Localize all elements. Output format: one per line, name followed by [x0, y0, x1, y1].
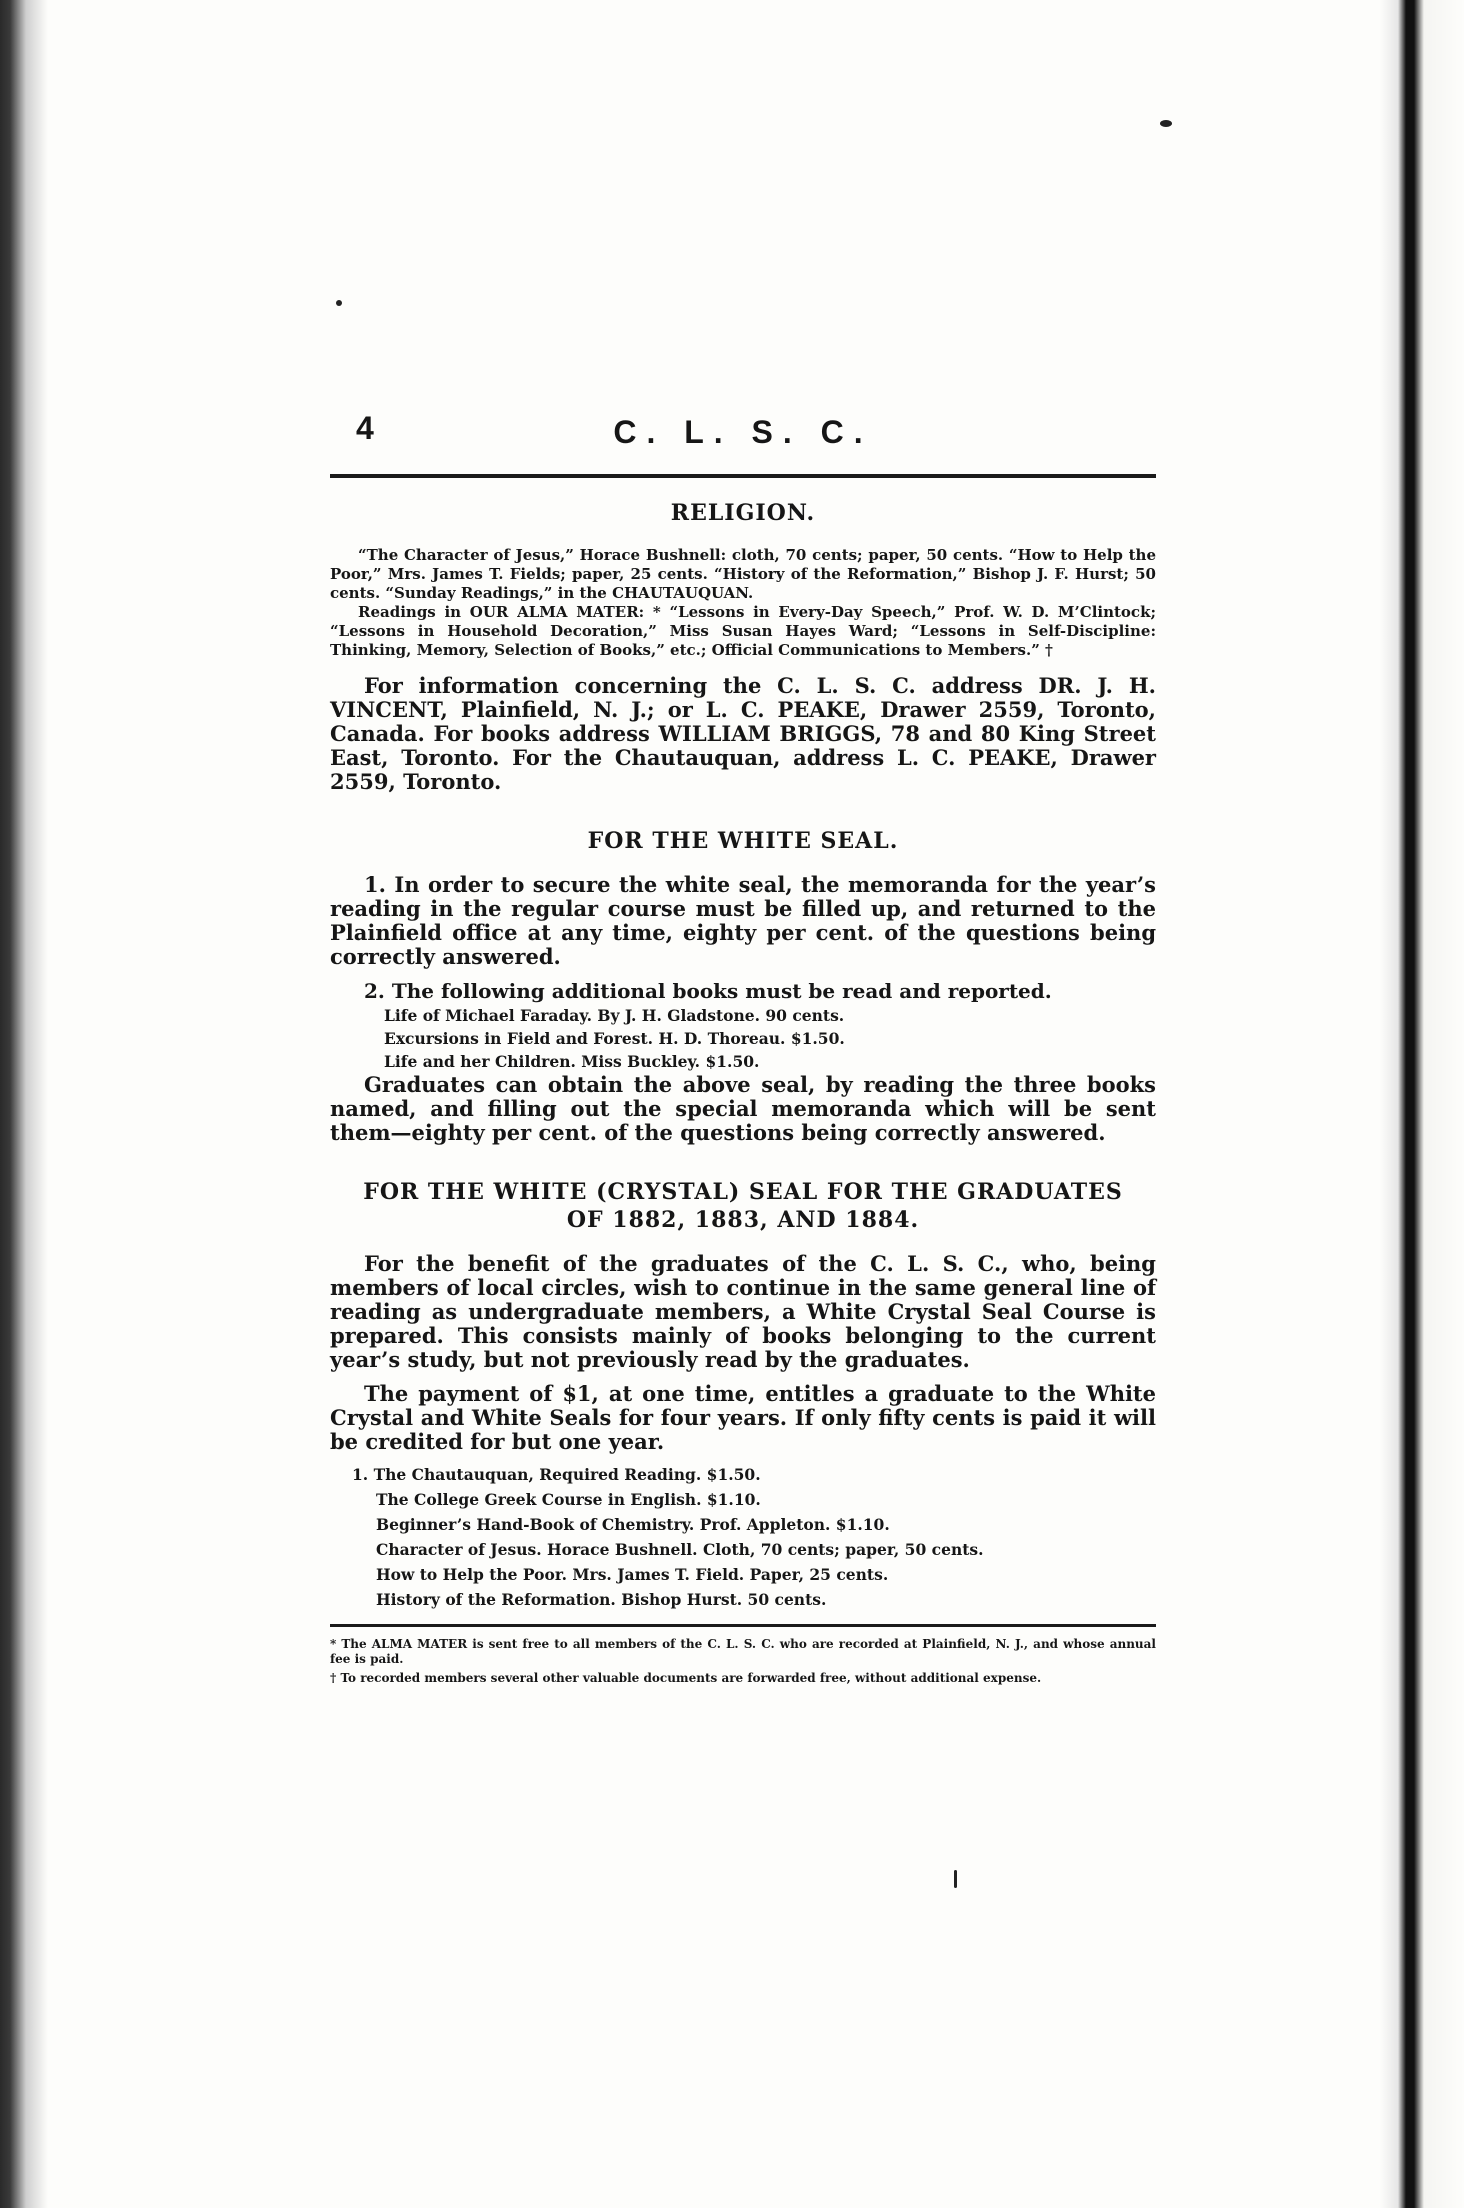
white-seal-book: Life and her Children. Miss Buckley. $1.50.	[384, 1052, 760, 1071]
footnote-recorded-members: † To recorded members several other valuable documents are forwarded free, without additional expense.	[330, 1671, 1042, 1685]
information-para: For information concerning the C. L. S. C. address DR. J. H. VINCENT, Plainfield, N. J.; or L. C. PEAKE, Drawer 2559, Toronto, Canada. For books address WILLIAM BRIGGS, 78 and 80 King Street East, Toronto. For the Chautauquan, address L. C. PEAKE, Drawer 2559, Toronto.	[330, 672, 1156, 794]
crystal-seal-book: Character of Jesus. Horace Bushnell. Cloth, 70 cents; paper, 50 cents.	[376, 1540, 984, 1559]
religion-heading: RELIGION.	[670, 500, 816, 526]
ink-speck	[954, 1870, 957, 1888]
footnote-rule	[330, 1624, 1156, 1627]
alma-mater-readings-para: Readings in OUR ALMA MATER: * “Lessons in Every-Day Speech,” Prof. W. D. M’Clintock; “Lessons in Household Decoration,” Miss Susan Hayes Ward; “Lessons in Self-Discipline: Thinking, Memory, Selection of Books,” etc.; Official Communications to Members.” †	[330, 602, 1156, 659]
page-content	[330, 410, 1156, 1690]
crystal-seal-heading-line-1: FOR THE WHITE (CRYSTAL) SEAL FOR THE GRADUATES	[363, 1179, 1123, 1205]
white-seal-item-1: 1. In order to secure the white seal, the memoranda for the year’s reading in the regular course must be filled up, and returned to the Plainfield office at any time, eighty per cent. of the questions being correctly answered.	[330, 872, 1156, 969]
ink-speck	[336, 300, 342, 306]
running-head	[330, 410, 1156, 466]
crystal-seal-heading	[330, 1179, 1156, 1234]
white-seal-item-2: 2. The following additional books must be read and reported.	[364, 979, 1052, 1003]
graduates-para: Graduates can obtain the above seal, by reading the three books named, and filling out the special memoranda which will be sent them—eighty per cent. of the questions being correctly answered.	[330, 1072, 1156, 1145]
page-number: 4	[356, 410, 374, 446]
header-rule	[330, 474, 1156, 478]
white-seal-book: Excursions in Field and Forest. H. D. Thoreau. $1.50.	[384, 1029, 845, 1048]
crystal-seal-para-1: For the benefit of the graduates of the C. L. S. C., who, being members of local circles, wish to continue in the same general line of reading as undergraduate members, a White Crystal Seal Course is prepared. This consists mainly of books belonging to the current year’s study, but not previously read by the graduates.	[330, 1251, 1156, 1372]
spacer	[330, 1454, 1156, 1462]
religion-books-para: “The Character of Jesus,” Horace Bushnell: cloth, 70 cents; paper, 50 cents. “How to Help the Poor,” Mrs. James T. Fields; paper, 25 cents. “History of the Reformation,” Bishop J. F. Hurst; 50 cents. “Sunday Readings,” in the CHAUTAUQUAN.	[330, 545, 1156, 602]
footnote-alma-mater: * The ALMA MATER is sent free to all members of the C. L. S. C. who are recorded at Plainfield, N. J., and whose annual fee is paid.	[330, 1637, 1156, 1666]
crystal-seal-book: Beginner’s Hand-Book of Chemistry. Prof. Appleton. $1.10.	[376, 1515, 890, 1534]
white-seal-heading: FOR THE WHITE SEAL.	[587, 827, 899, 854]
spacer	[330, 969, 1156, 979]
crystal-seal-book: The College Greek Course in English. $1.10.	[376, 1490, 761, 1509]
crystal-seal-para-2: The payment of $1, at one time, entitles a graduate to the White Crystal and White Seals for four years. If only fifty cents is paid it will be credited for but one year.	[330, 1381, 1156, 1454]
crystal-seal-book: 1. The Chautauquan, Required Reading. $1.50.	[352, 1465, 761, 1484]
crystal-seal-book: History of the Reformation. Bishop Hurst. 50 cents.	[376, 1590, 827, 1609]
crystal-seal-heading-line-2: OF 1882, 1883, AND 1884.	[566, 1206, 920, 1233]
running-title: C. L. S. C.	[613, 414, 873, 450]
spacer	[330, 660, 1156, 674]
ink-speck	[1160, 120, 1172, 127]
crystal-seal-book: How to Help the Poor. Mrs. James T. Field. Paper, 25 cents.	[376, 1565, 889, 1584]
white-seal-book: Life of Michael Faraday. By J. H. Gladstone. 90 cents.	[384, 1006, 845, 1025]
page-gutter-edge	[1380, 0, 1464, 2208]
book-spine-edge	[0, 0, 48, 2208]
